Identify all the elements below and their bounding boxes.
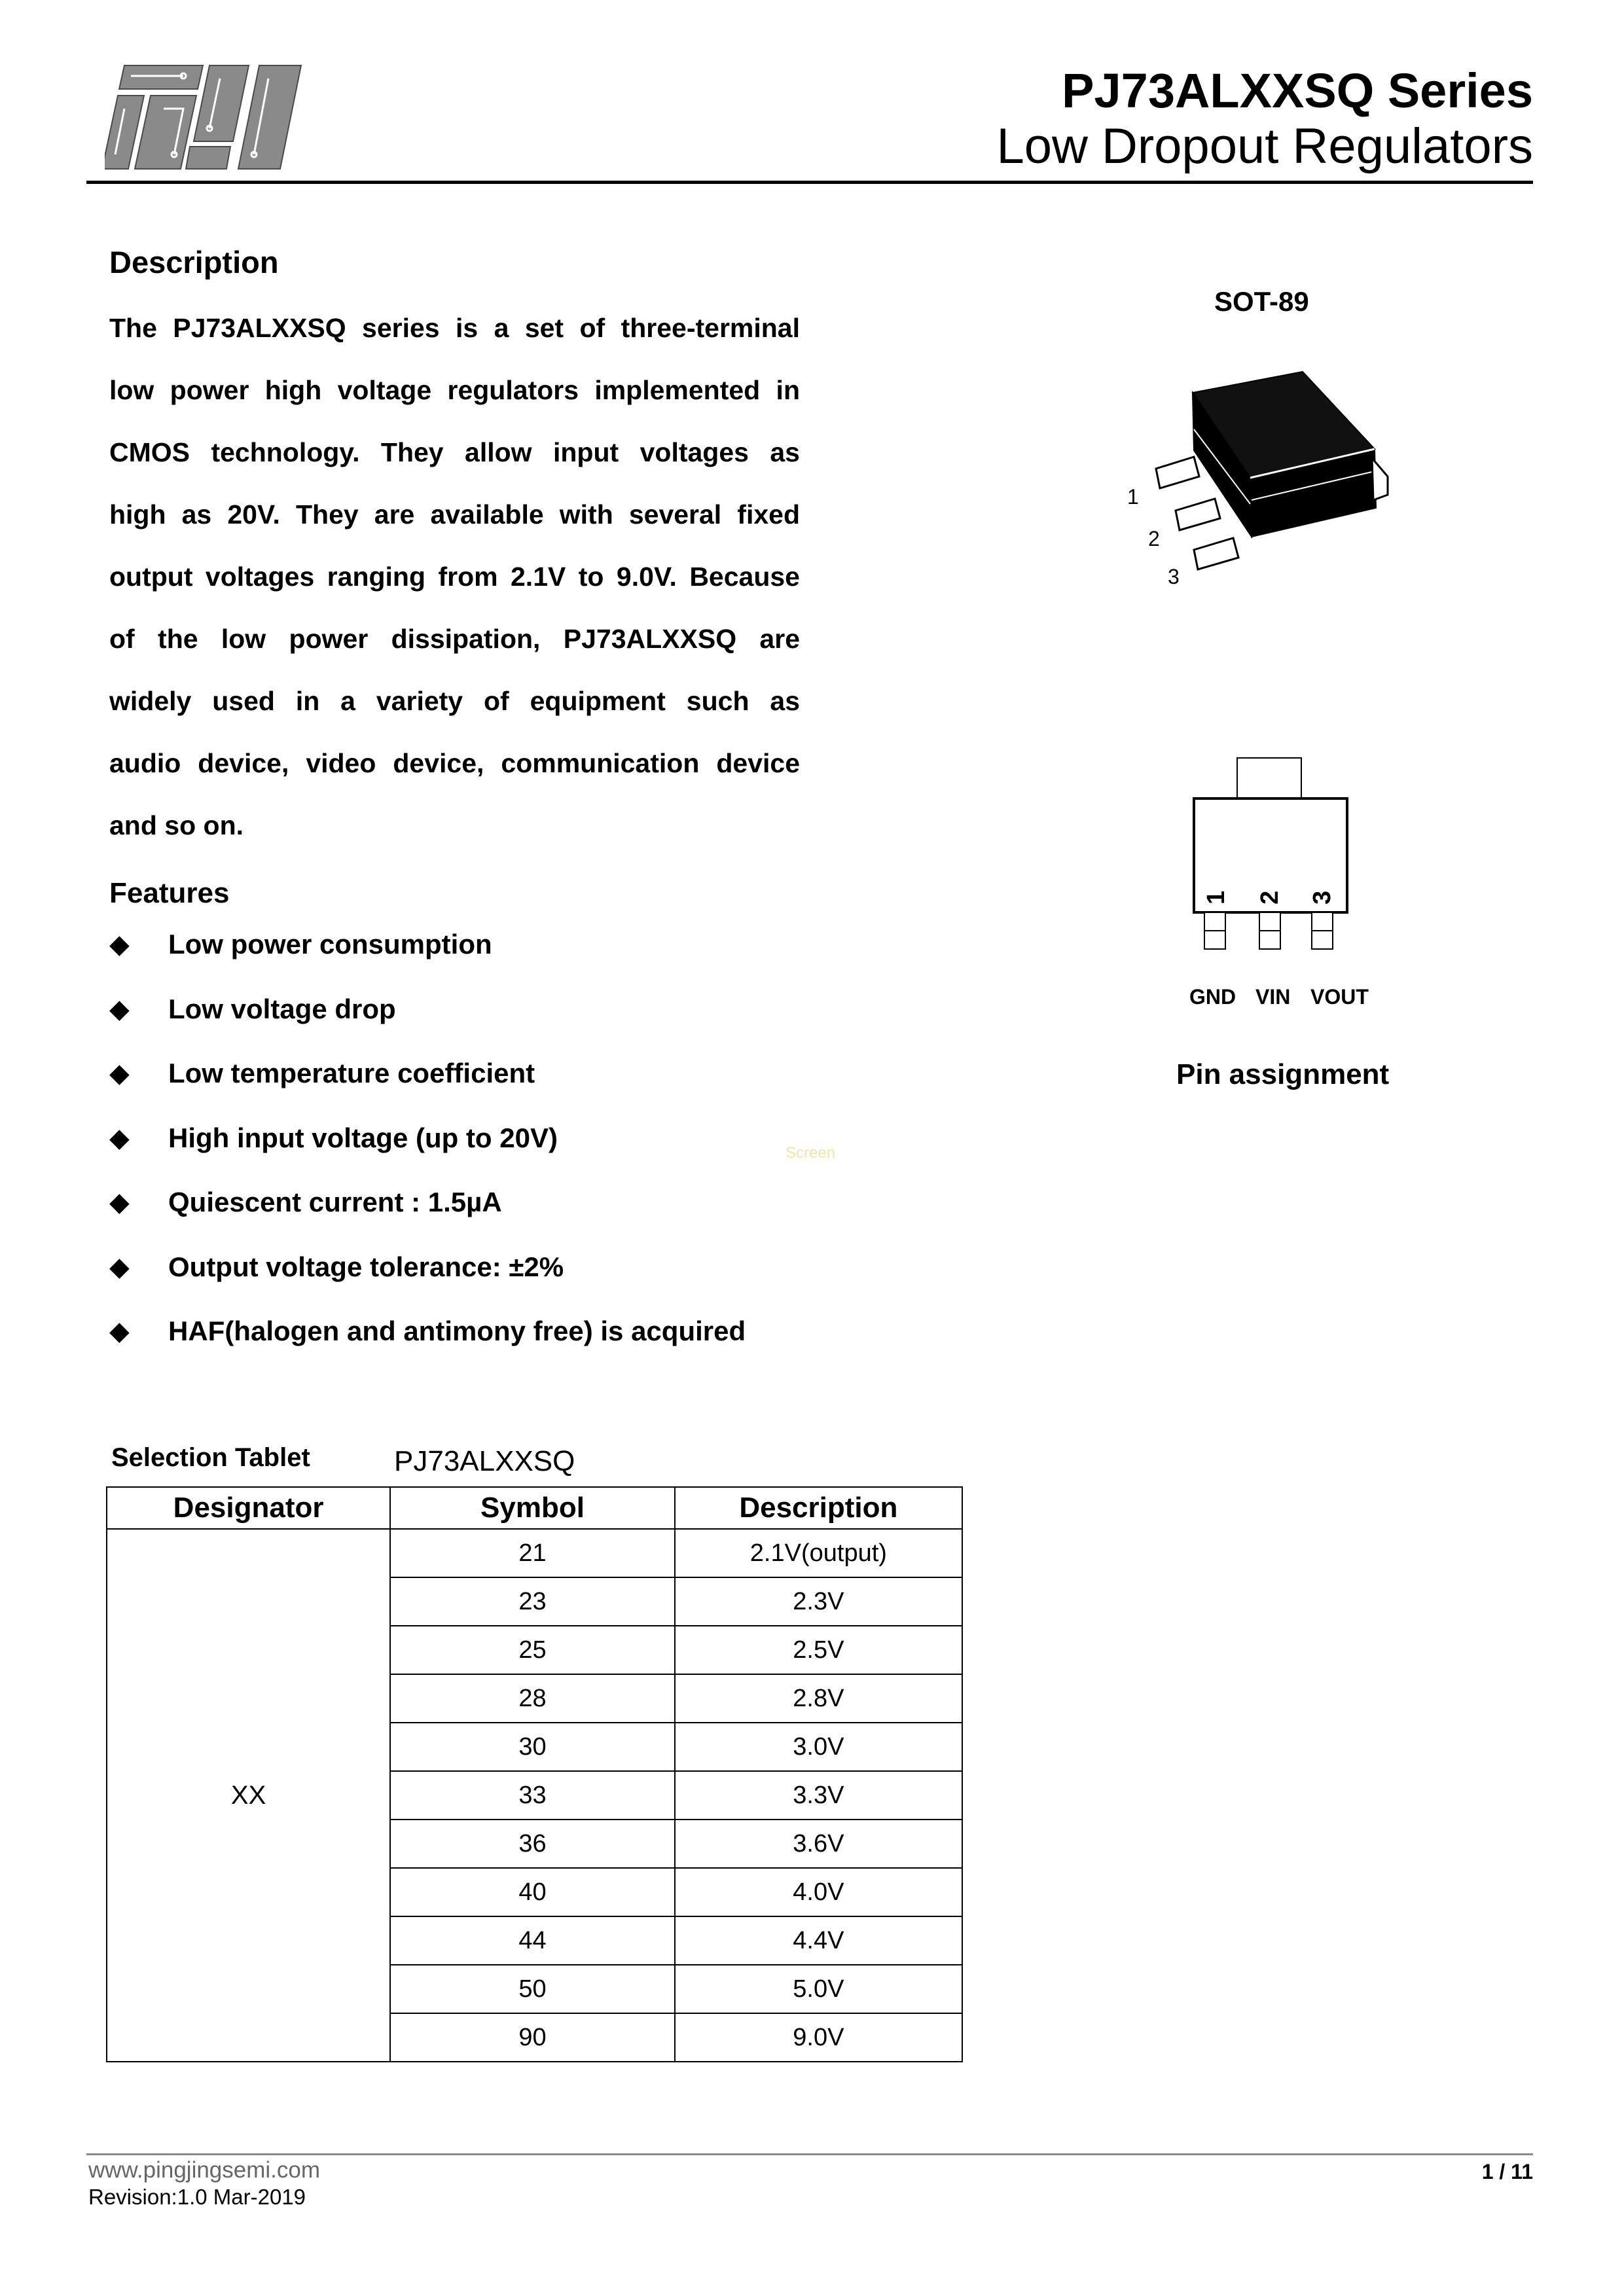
symbol-cell: 28: [390, 1674, 675, 1723]
selection-table: [106, 1486, 963, 2062]
description-line: low power high voltage regulators implemented in: [109, 375, 800, 405]
feature-text: Low voltage drop: [168, 993, 396, 1024]
description-heading: Description: [109, 245, 279, 279]
feature-text: Quiescent current : 1.5µA: [168, 1187, 502, 1217]
footer-revision: Revision:1.0 Mar-2019: [88, 2185, 306, 2209]
table-row: [107, 1529, 962, 1577]
feature-item: [109, 1117, 895, 1181]
description-cell: 4.0V: [675, 1868, 962, 1916]
pin-assignment-caption: Pin assignment: [1176, 1058, 1390, 1090]
symbol-cell: 25: [390, 1626, 675, 1674]
header-divider: [86, 181, 1533, 184]
diamond-bullet-icon: ◆: [109, 1252, 130, 1282]
feature-item: [109, 1246, 895, 1310]
diamond-bullet-icon: ◆: [109, 994, 130, 1024]
designator-cell: XX: [107, 1529, 390, 2062]
feature-text: Low power consumption: [168, 929, 492, 960]
description-body: [109, 301, 800, 861]
symbol-cell: 36: [390, 1820, 675, 1868]
footer-divider: [86, 2153, 1533, 2155]
description-cell: 3.0V: [675, 1723, 962, 1771]
series-subtitle: Low Dropout Regulators: [996, 118, 1533, 174]
pin-number-label: 2: [1256, 890, 1284, 905]
description-cell: 2.1V(output): [675, 1529, 962, 1577]
company-logo: [105, 63, 306, 171]
symbol-cell: 23: [390, 1577, 675, 1626]
pin-number-label: 1: [1202, 890, 1230, 905]
feature-text: High input voltage (up to 20V): [168, 1122, 558, 1153]
feature-text: Output voltage tolerance: ±2%: [168, 1251, 564, 1282]
page-number: 1 / 11: [1481, 2160, 1533, 2183]
symbol-cell: 30: [390, 1723, 675, 1771]
column-header-symbol: Symbol: [390, 1487, 675, 1529]
description-cell: 4.4V: [675, 1916, 962, 1965]
package-label: SOT-89: [1214, 286, 1309, 317]
feature-item: [109, 923, 895, 988]
description-line: output voltages ranging from 2.1V to 9.0V. Because: [109, 562, 800, 592]
description-line: and so on.: [109, 810, 244, 840]
pin-name-vin: VIN: [1255, 985, 1291, 1009]
diamond-bullet-icon: ◆: [109, 930, 130, 959]
table-header-row: [107, 1487, 962, 1529]
diamond-bullet-icon: ◆: [109, 1123, 130, 1153]
symbol-cell: 33: [390, 1771, 675, 1820]
pin-number-label: 3: [1308, 890, 1336, 905]
footer-website: www.pingjingsemi.com: [88, 2157, 321, 2183]
description-cell: 5.0V: [675, 1965, 962, 2013]
feature-item: [109, 1310, 895, 1374]
description-cell: 3.6V: [675, 1820, 962, 1868]
feature-text: HAF(halogen and antimony free) is acquired: [168, 1316, 746, 1346]
column-header-designator: Designator: [107, 1487, 390, 1529]
diamond-bullet-icon: ◆: [109, 1317, 130, 1346]
series-title: PJ73ALXXSQ Series: [1062, 63, 1533, 118]
symbol-cell: 21: [390, 1529, 675, 1577]
pin-number-label: 2: [1148, 527, 1160, 550]
description-cell: 9.0V: [675, 2013, 962, 2062]
diamond-bullet-icon: ◆: [109, 1188, 130, 1217]
description-line: widely used in a variety of equipment such as: [109, 686, 800, 716]
description-cell: 2.5V: [675, 1626, 962, 1674]
description-line: of the low power dissipation, PJ73ALXXSQ are: [109, 624, 800, 654]
sot89-package-illustration: [1113, 367, 1401, 602]
pin-outline-diagram: [1172, 753, 1368, 962]
description-cell: 2.8V: [675, 1674, 962, 1723]
pin-number-label: 3: [1168, 565, 1180, 588]
selection-part-number: PJ73ALXXSQ: [394, 1445, 575, 1477]
description-line: audio device, video device, communication device: [109, 748, 800, 778]
symbol-cell: 50: [390, 1965, 675, 2013]
description-cell: 2.3V: [675, 1577, 962, 1626]
features-heading: Features: [109, 877, 230, 909]
feature-item: [109, 1052, 895, 1117]
symbol-cell: 90: [390, 2013, 675, 2062]
pin-name-gnd: GND: [1189, 985, 1236, 1009]
description-line: high as 20V. They are available with several fixed: [109, 499, 800, 529]
description-line: CMOS technology. They allow input voltages as: [109, 437, 800, 467]
feature-text: Low temperature coefficient: [168, 1058, 535, 1088]
feature-item: [109, 988, 895, 1052]
watermark: Screen: [785, 1144, 836, 1162]
features-list: [109, 923, 895, 1374]
feature-item: [109, 1181, 895, 1246]
column-header-description: Description: [675, 1487, 962, 1529]
pin-number-label: 1: [1127, 485, 1139, 509]
symbol-cell: 40: [390, 1868, 675, 1916]
description-line: The PJ73ALXXSQ series is a set of three-terminal: [109, 313, 800, 343]
description-cell: 3.3V: [675, 1771, 962, 1820]
diamond-bullet-icon: ◆: [109, 1059, 130, 1088]
pin-name-vout: VOUT: [1310, 985, 1369, 1009]
selection-table-label: Selection Tablet: [111, 1443, 310, 1472]
symbol-cell: 44: [390, 1916, 675, 1965]
